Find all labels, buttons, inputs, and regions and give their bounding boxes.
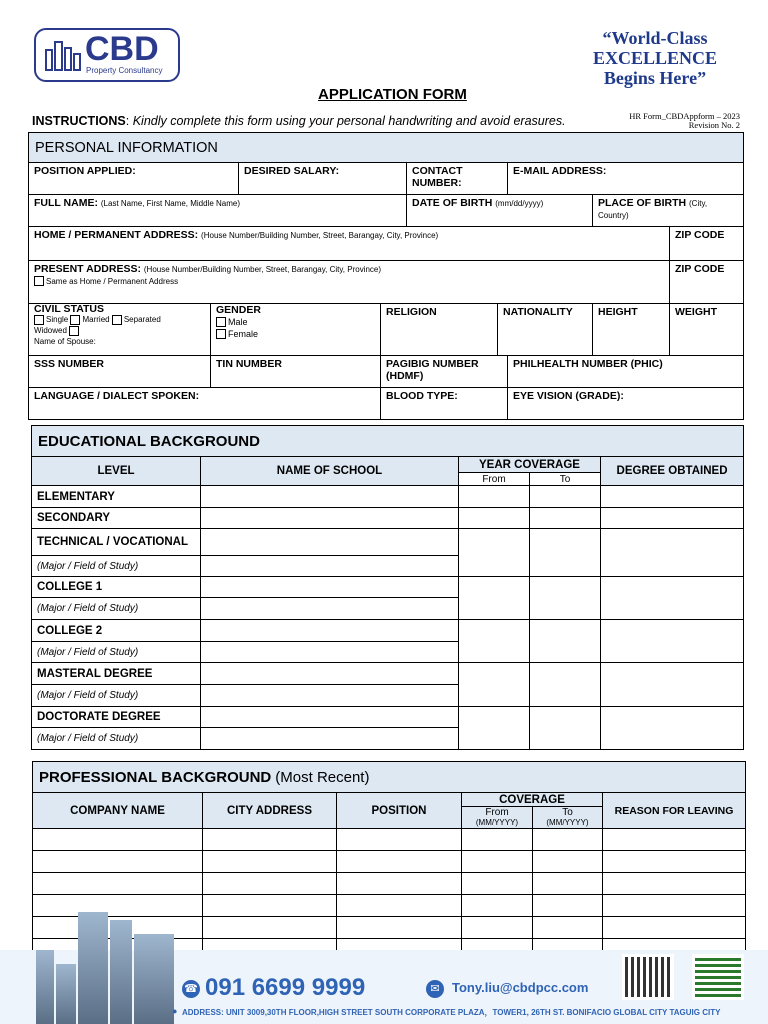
college2-school-cell[interactable] — [201, 620, 459, 642]
doctorate-school-cell[interactable] — [201, 707, 459, 728]
city-cell[interactable] — [203, 873, 337, 895]
dob-hint: (mm/dd/yyyy) — [495, 199, 544, 208]
degree-column-header: DEGREE OBTAINED — [601, 457, 744, 486]
nationality-label: NATIONALITY — [503, 306, 573, 318]
same-as-home-checkbox[interactable] — [34, 276, 44, 286]
doctorate-major-cell[interactable] — [201, 728, 459, 750]
professional-heading-cell — [33, 762, 746, 793]
contact-number-label: CONTACT NUMBER: — [412, 165, 463, 189]
college1-major-cell[interactable] — [201, 598, 459, 620]
qr-code-icon — [622, 954, 674, 1000]
to-cell[interactable] — [533, 895, 603, 917]
doctorate-from-cell[interactable] — [459, 707, 530, 750]
doctorate-to-cell[interactable] — [530, 707, 601, 750]
female-checkbox[interactable] — [216, 329, 226, 339]
doctorate-major: (Major / Field of Study) — [32, 728, 201, 750]
reason-cell[interactable] — [603, 851, 746, 873]
position-applied-label: POSITION APPLIED: — [34, 165, 136, 177]
secondary-to-cell[interactable] — [530, 508, 601, 529]
place-of-birth-field[interactable] — [593, 195, 744, 227]
gender-label: GENDER — [216, 304, 261, 316]
phone-icon: ☎ — [182, 980, 200, 998]
desired-salary-label: DESIRED SALARY: — [244, 165, 340, 177]
logo-subtitle: Property Consultancy — [86, 66, 163, 75]
date-of-birth-field[interactable] — [407, 195, 593, 227]
footer-phone: 091 6699 9999 — [205, 974, 366, 1001]
position-cell[interactable] — [337, 895, 462, 917]
masteral-degree-cell[interactable] — [601, 663, 744, 707]
tin-field[interactable] — [211, 356, 381, 388]
college2-level: COLLEGE 2 — [32, 620, 201, 642]
sss-label: SSS NUMBER — [34, 358, 105, 370]
masteral-major-cell[interactable] — [201, 685, 459, 707]
civil-status-field — [29, 304, 211, 356]
table-row — [33, 829, 746, 851]
technical-major: (Major / Field of Study) — [32, 556, 201, 577]
slogan-line-2: EXCELLENCE — [592, 48, 718, 68]
pob-label: PLACE OF BIRTH — [598, 197, 687, 209]
same-as-home-label: Same as Home / Permanent Address — [46, 277, 179, 286]
religion-field[interactable] — [381, 304, 498, 356]
college2-from-cell[interactable] — [459, 620, 530, 663]
nationality-field[interactable] — [498, 304, 593, 356]
position-cell[interactable] — [337, 829, 462, 851]
from-cell[interactable] — [462, 895, 533, 917]
professional-heading-suffix: (Most Recent) — [275, 768, 370, 786]
home-address-hint: (House Number/Building Number, Street, Barangay, City, Province) — [201, 231, 439, 240]
pagibig-label: PAGIBIG NUMBER (HDMF) — [386, 358, 479, 382]
technical-major-cell[interactable] — [201, 556, 459, 577]
coverage-header: COVERAGE — [462, 793, 603, 807]
height-field[interactable] — [593, 304, 670, 356]
doctorate-degree-cell[interactable] — [601, 707, 744, 750]
eye-vision-field[interactable] — [508, 388, 744, 420]
reason-cell[interactable] — [603, 829, 746, 851]
footer-address: ADDRESS: UNIT 3009,30TH FLOOR,HIGH STREET SOUTH CORPORATE PLAZA，TOWER1, 26TH ST. BONIFACIO GLOBAL CITY TAGUIG CITY — [182, 1008, 721, 1017]
eye-vision-label: EYE VISION (GRADE): — [513, 390, 624, 402]
qr-code-icon — [692, 954, 744, 1000]
secondary-from-cell[interactable] — [459, 508, 530, 529]
widowed-checkbox[interactable] — [69, 326, 79, 336]
slogan — [560, 28, 750, 88]
present-zip-label: ZIP CODE — [675, 263, 725, 275]
company-cell[interactable] — [33, 829, 203, 851]
separated-checkbox[interactable] — [112, 315, 122, 325]
female-label: Female — [228, 329, 259, 339]
from-cell[interactable] — [462, 917, 533, 939]
elementary-level: ELEMENTARY — [32, 486, 201, 508]
college2-degree-cell[interactable] — [601, 620, 744, 663]
city-cell[interactable] — [203, 895, 337, 917]
height-label: HEIGHT — [598, 306, 638, 318]
widowed-label: Widowed — [34, 326, 67, 335]
position-cell[interactable] — [337, 873, 462, 895]
year-from-header: From — [459, 473, 530, 486]
email-icon: ✉ — [426, 980, 444, 998]
year-to-header: To — [530, 473, 601, 486]
present-address-label: PRESENT ADDRESS: — [34, 263, 141, 275]
pagibig-field[interactable] — [381, 356, 508, 388]
elementary-degree-cell[interactable] — [601, 486, 744, 508]
home-zip-label: ZIP CODE — [675, 229, 725, 241]
home-address-label: HOME / PERMANENT ADDRESS: — [34, 229, 199, 241]
technical-from-cell[interactable] — [459, 529, 530, 577]
male-label: Male — [228, 317, 248, 327]
instructions-label: INSTRUCTIONS — [32, 114, 126, 128]
city-cell[interactable] — [203, 829, 337, 851]
doctorate-level: DOCTORATE DEGREE — [32, 707, 201, 728]
company-cell[interactable] — [33, 873, 203, 895]
technical-to-cell[interactable] — [530, 529, 601, 577]
coverage-from-format: (MM/YYYY) — [475, 817, 519, 827]
secondary-level: SECONDARY — [32, 508, 201, 529]
to-cell[interactable] — [533, 829, 603, 851]
full-name-field[interactable] — [29, 195, 407, 227]
table-row — [33, 873, 746, 895]
education-table — [31, 425, 744, 750]
position-cell[interactable] — [337, 917, 462, 939]
college2-major: (Major / Field of Study) — [32, 642, 201, 663]
to-cell[interactable] — [533, 917, 603, 939]
company-cell[interactable] — [33, 851, 203, 873]
present-zip-field[interactable] — [670, 261, 744, 304]
philhealth-label: PHILHEALTH NUMBER (PHIC) — [513, 358, 663, 370]
year-coverage-header: YEAR COVERAGE — [459, 457, 601, 473]
personal-info-heading: PERSONAL INFORMATION — [29, 133, 744, 163]
masteral-to-cell[interactable] — [530, 663, 601, 707]
coverage-to-label: To — [562, 806, 573, 818]
single-label: Single — [46, 315, 69, 324]
education-heading: EDUCATIONAL BACKGROUND — [32, 426, 744, 457]
form-title: APPLICATION FORM — [318, 86, 467, 103]
location-icon: ● — [172, 1006, 178, 1016]
separated-label: Separated — [123, 315, 161, 324]
coverage-to-format: (MM/YYYY) — [546, 817, 589, 827]
masteral-from-cell[interactable] — [459, 663, 530, 707]
college1-major: (Major / Field of Study) — [32, 598, 201, 620]
college2-major-cell[interactable] — [201, 642, 459, 663]
coverage-to-header — [533, 807, 603, 829]
reason-cell[interactable] — [603, 873, 746, 895]
college1-from-cell[interactable] — [459, 577, 530, 620]
secondary-school-cell[interactable] — [201, 508, 459, 529]
from-cell[interactable] — [462, 829, 533, 851]
language-label: LANGUAGE / DIALECT SPOKEN: — [34, 390, 200, 402]
to-cell[interactable] — [533, 873, 603, 895]
single-checkbox[interactable] — [34, 315, 44, 325]
reason-cell[interactable] — [603, 895, 746, 917]
contact-number-field[interactable] — [407, 163, 508, 195]
revision-info — [600, 112, 740, 130]
coverage-from-header — [462, 807, 533, 829]
reason-column-header: REASON FOR LEAVING — [603, 793, 746, 829]
present-address-field[interactable] — [29, 261, 670, 304]
masteral-major: (Major / Field of Study) — [32, 685, 201, 707]
revision-number: Revision No. 2 — [688, 120, 740, 130]
spouse-label: Name of Spouse: — [34, 337, 96, 346]
coverage-from-label: From — [485, 806, 509, 818]
slogan-line-3: Begins Here” — [603, 68, 707, 88]
elementary-school-cell[interactable] — [201, 486, 459, 508]
elementary-from-cell[interactable] — [459, 486, 530, 508]
professional-heading: PROFESSIONAL BACKGROUND — [39, 768, 272, 786]
email-field[interactable] — [508, 163, 744, 195]
pob-hint: (City, Country) — [598, 199, 708, 220]
level-column-header: LEVEL — [32, 457, 201, 486]
slogan-line-1: “World-Class — [602, 28, 708, 48]
technical-school-cell[interactable] — [201, 529, 459, 556]
gender-field — [211, 304, 381, 356]
technical-level: TECHNICAL / VOCATIONAL — [32, 529, 201, 556]
reason-cell[interactable] — [603, 917, 746, 939]
city-cell[interactable] — [203, 851, 337, 873]
blood-type-field[interactable] — [381, 388, 508, 420]
language-field[interactable] — [29, 388, 381, 420]
footer-email: Tony.liu@cbdpcc.com — [452, 980, 589, 995]
table-row — [33, 851, 746, 873]
company-column-header: COMPANY NAME — [33, 793, 203, 829]
from-cell[interactable] — [462, 851, 533, 873]
position-column-header: POSITION — [337, 793, 462, 829]
full-name-label: FULL NAME: — [34, 197, 98, 209]
religion-label: RELIGION — [386, 306, 437, 318]
to-cell[interactable] — [533, 851, 603, 873]
personal-info-table — [28, 132, 744, 420]
dob-label: DATE OF BIRTH — [412, 197, 493, 209]
city-column-header: CITY ADDRESS — [203, 793, 337, 829]
home-address-field[interactable] — [29, 227, 670, 261]
school-column-header: NAME OF SCHOOL — [201, 457, 459, 486]
philhealth-field[interactable] — [508, 356, 744, 388]
masteral-school-cell[interactable] — [201, 663, 459, 685]
tin-label: TIN NUMBER — [216, 358, 282, 370]
weight-label: WEIGHT — [675, 306, 717, 318]
full-name-hint: (Last Name, First Name, Middle Name) — [100, 199, 241, 208]
revision-form: HR Form_CBDAppform – 2023 — [629, 111, 740, 121]
elementary-to-cell[interactable] — [530, 486, 601, 508]
married-label: Married — [82, 315, 110, 324]
sss-field[interactable] — [29, 356, 211, 388]
desired-salary-field[interactable] — [239, 163, 407, 195]
instructions-text: Kindly complete this form using your personal handwriting and avoid erasures. — [132, 114, 566, 128]
position-cell[interactable] — [337, 851, 462, 873]
college1-to-cell[interactable] — [530, 577, 601, 620]
masteral-level: MASTERAL DEGREE — [32, 663, 201, 685]
position-applied-field[interactable] — [29, 163, 239, 195]
college1-school-cell[interactable] — [201, 577, 459, 598]
college2-to-cell[interactable] — [530, 620, 601, 663]
male-checkbox[interactable] — [216, 317, 226, 327]
instructions: INSTRUCTIONS: Kindly complete this form using your personal handwriting and avoid erasures. — [32, 114, 566, 128]
buildings-image — [30, 910, 180, 1024]
logo-text: CBD — [85, 30, 159, 68]
married-checkbox[interactable] — [70, 315, 80, 325]
from-cell[interactable] — [462, 873, 533, 895]
secondary-degree-cell[interactable] — [601, 508, 744, 529]
city-cell[interactable] — [203, 917, 337, 939]
college1-degree-cell[interactable] — [601, 577, 744, 620]
blood-type-label: BLOOD TYPE: — [386, 390, 458, 402]
home-zip-field[interactable] — [670, 227, 744, 261]
weight-field[interactable] — [670, 304, 744, 356]
civil-status-label: CIVIL STATUS — [34, 303, 105, 315]
present-address-hint: (House Number/Building Number, Street, Barangay, City, Province) — [143, 265, 382, 274]
email-label: E-MAIL ADDRESS: — [513, 165, 607, 177]
technical-degree-cell[interactable] — [601, 529, 744, 577]
college1-level: COLLEGE 1 — [32, 577, 201, 598]
building-logo-icon — [44, 40, 84, 72]
